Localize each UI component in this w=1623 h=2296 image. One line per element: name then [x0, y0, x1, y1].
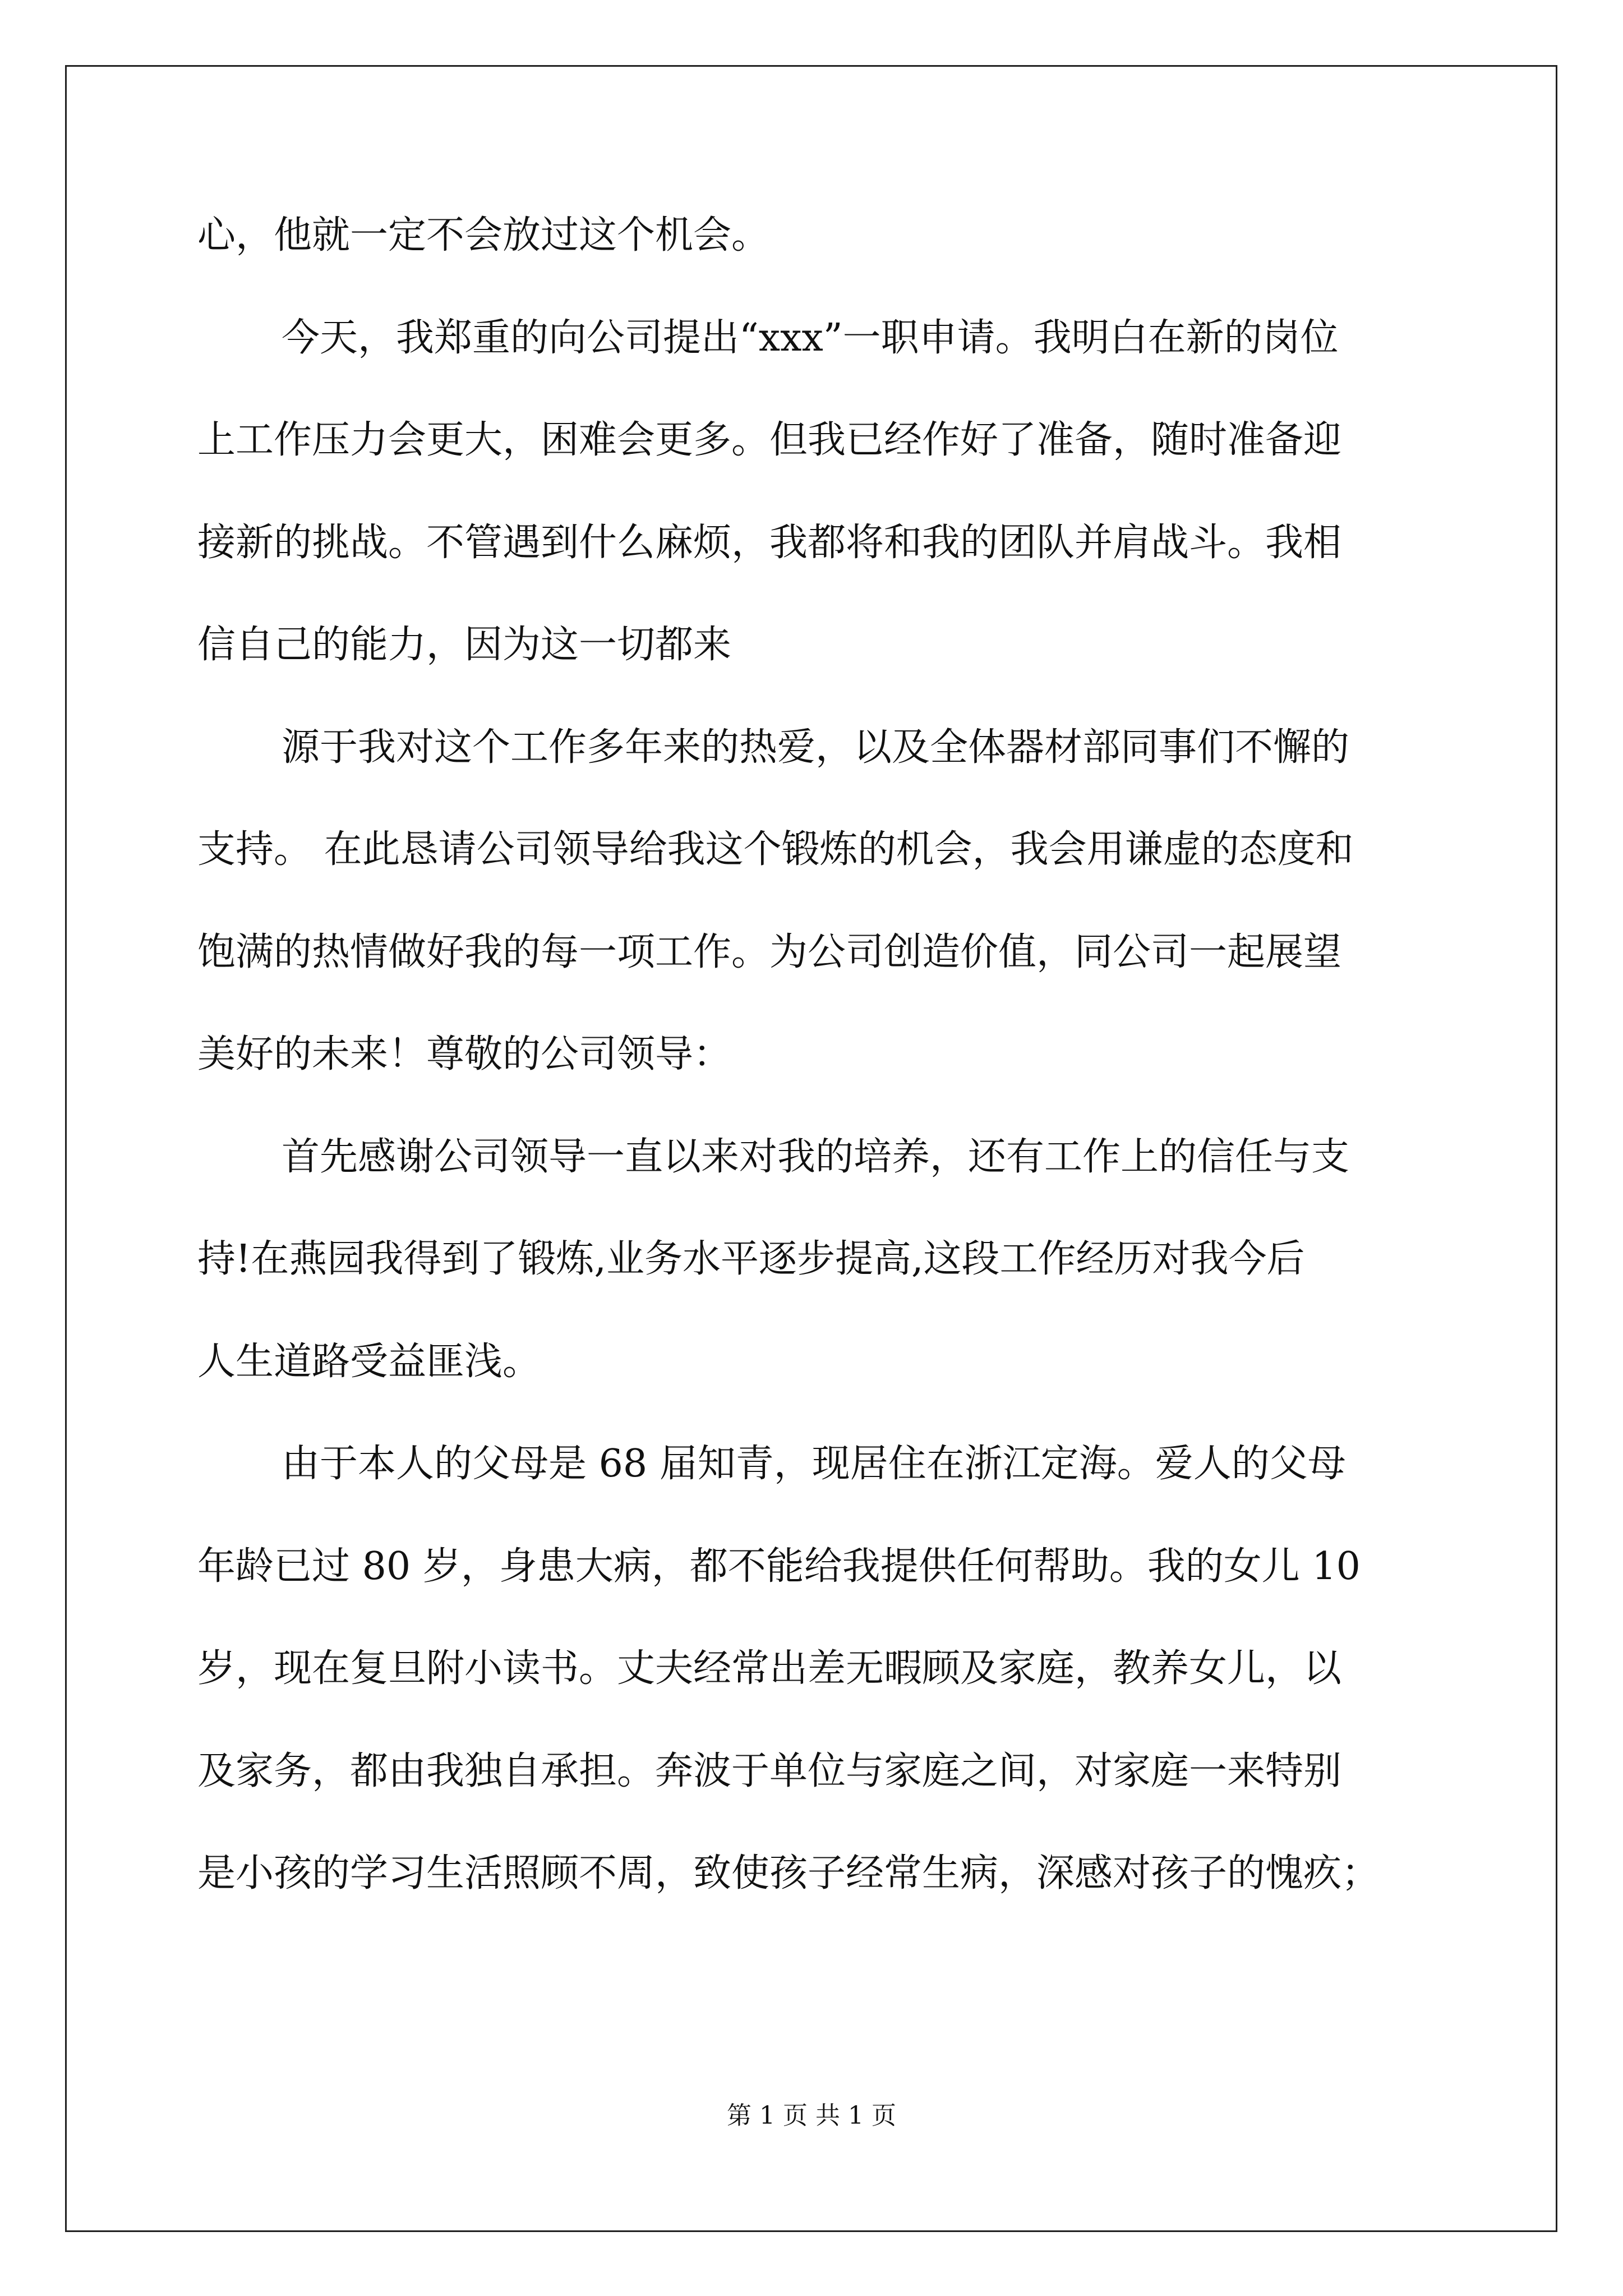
text-line: 源于我对这个工作多年来的热爱，以及全体器材部同事们不懈的 [282, 725, 1350, 770]
text-line: 饱满的热情做好我的每一项工作。为公司创造价值，同公司一起展望 [197, 930, 1342, 974]
text-line: 年龄已过 80 岁，身患大病，都不能给我提供任何帮助。我的女儿 10 [197, 1544, 1361, 1589]
text-line: 今天，我郑重的向公司提出“xxx”一职申请。我明白在新的岗位 [282, 316, 1339, 360]
text-line: 美好的未来！尊敬的公司领导： [197, 1032, 732, 1076]
text-line: 信自己的能力，因为这一切都来 [197, 623, 732, 667]
page-number-footer: 第 1 页 共 1 页 [727, 2101, 896, 2130]
text-line: 上工作压力会更大，困难会更多。但我已经作好了准备，随时准备迎 [197, 418, 1342, 462]
text-line: 人生道路受益匪浅。 [197, 1340, 541, 1384]
text-line: 支持。 在此恳请公司领导给我这个锻炼的机会，我会用谦虚的态度和 [197, 827, 1354, 872]
text-line: 是小孩的学习生活照顾不周，致使孩子经常生病，深感对孩子的愧疚； [197, 1851, 1380, 1895]
text-line: 接新的挑战。不管遇到什么麻烦，我都将和我的团队并肩战斗。我相 [197, 521, 1342, 565]
text-line: 及家务，都由我独自承担。奔波于单位与家庭之间，对家庭一来特别 [197, 1749, 1342, 1793]
text-line: 由于本人的父母是 68 届知青，现居住在浙江定海。爱人的父母 [282, 1442, 1346, 1486]
text-line: 持!在燕园我得到了锻炼,业务水平逐步提高,这段工作经历对我今后 [197, 1237, 1305, 1281]
text-line: 岁，现在复旦附小读书。丈夫经常出差无暇顾及家庭，教养女儿，以 [197, 1646, 1342, 1691]
text-line: 心，他就一定不会放过这个机会。 [197, 213, 770, 257]
text-line: 首先感谢公司领导一直以来对我的培养，还有工作上的信任与支 [282, 1135, 1350, 1179]
